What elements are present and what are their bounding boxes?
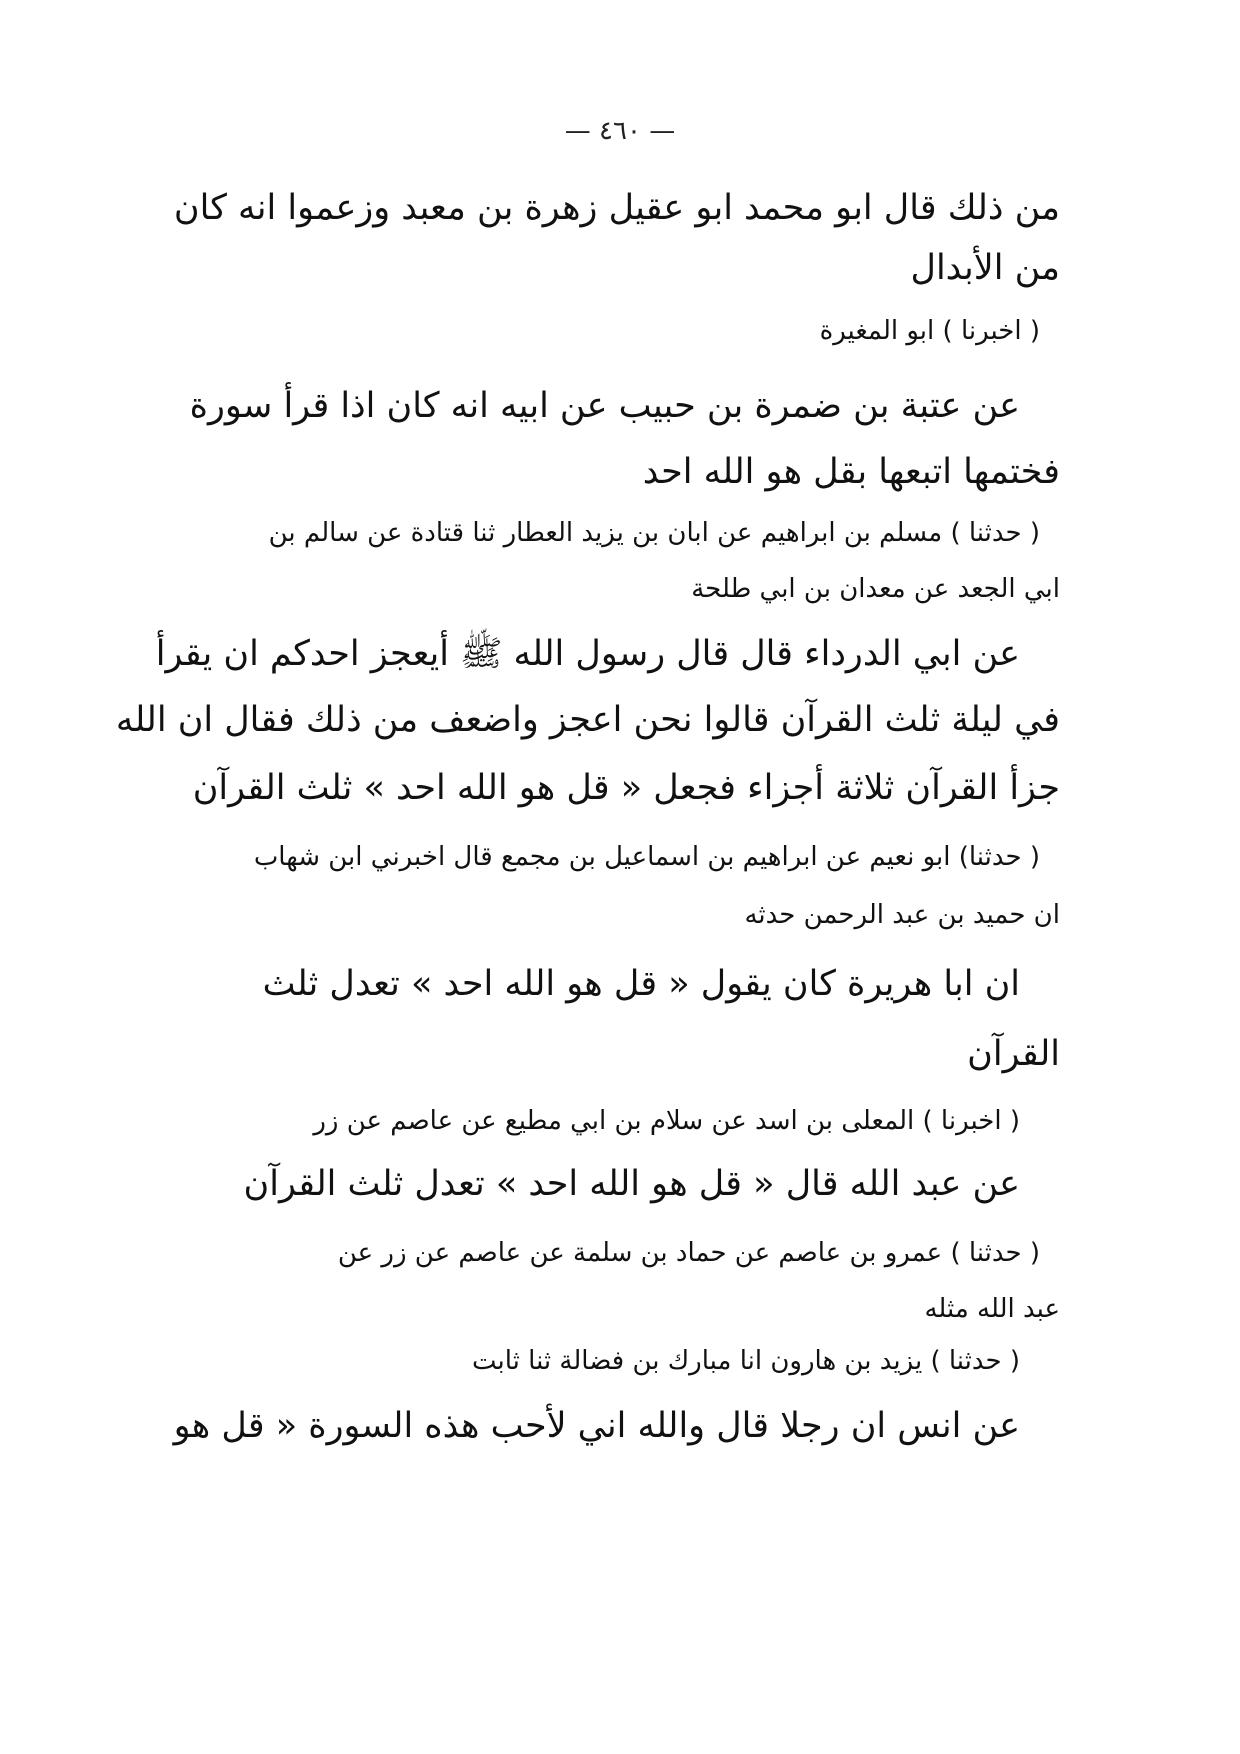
text-line: ( اخبرنا ) ابو المغيرة xyxy=(819,316,1040,346)
text-line: عن انس ان رجلا قال والله اني لأحب هذه السورة « قل هو xyxy=(173,1406,1020,1446)
text-line: ( حدثنا) ابو نعيم عن ابراهيم بن اسماعيل بن مجمع قال اخبرني ابن شهاب xyxy=(253,842,1040,872)
text-line: ( حدثنا ) يزيد بن هارون انا مبارك بن فضالة ثنا ثابت xyxy=(471,1346,1020,1376)
text-line: من ذلك قال ابو محمد ابو عقيل زهرة بن معبد وزعموا انه كان xyxy=(173,188,1060,228)
text-line: جزأ القرآن ثلاثة أجزاء فجعل « قل هو الله احد » ثلث القرآن xyxy=(192,768,1060,808)
page-number: — ٤٦٠ — xyxy=(564,116,676,146)
text-line: فختمها اتبعها بقل هو الله احد xyxy=(642,452,1060,492)
text-line: من الأبدال xyxy=(910,248,1060,288)
text-line: عن ابي الدرداء قال قال رسول الله ﷺ أيعجز احدكم ان يقرأ xyxy=(155,634,1020,674)
text-line: ان ابا هريرة كان يقول « قل هو الله احد » تعدل ثلث xyxy=(262,964,1020,1004)
text-line: في ليلة ثلث القرآن قالوا نحن اعجز واضعف من ذلك فقال ان الله xyxy=(115,700,1060,740)
text-line: ان حميد بن عبد الرحمن حدثه xyxy=(744,900,1060,930)
text-line: القرآن xyxy=(967,1034,1060,1074)
text-line: ( حدثنا ) عمرو بن عاصم عن حماد بن سلمة عن عاصم عن زر عن xyxy=(337,1238,1040,1268)
text-line: عن عتبة بن ضمرة بن حبيب عن ابيه انه كان اذا قرأ سورة xyxy=(189,386,1020,426)
text-line: ( حدثنا ) مسلم بن ابراهيم عن ابان بن يزيد العطار ثنا قتادة عن سالم بن xyxy=(268,518,1040,548)
text-line: عبد الله مثله xyxy=(924,1294,1060,1324)
text-line: ( اخبرنا ) المعلى بن اسد عن سلام بن ابي مطيع عن عاصم عن زر xyxy=(313,1106,1020,1136)
text-line: ابي الجعد عن معدان بن ابي طلحة xyxy=(691,574,1060,604)
text-line: عن عبد الله قال « قل هو الله احد » تعدل ثلث القرآن xyxy=(243,1164,1020,1204)
